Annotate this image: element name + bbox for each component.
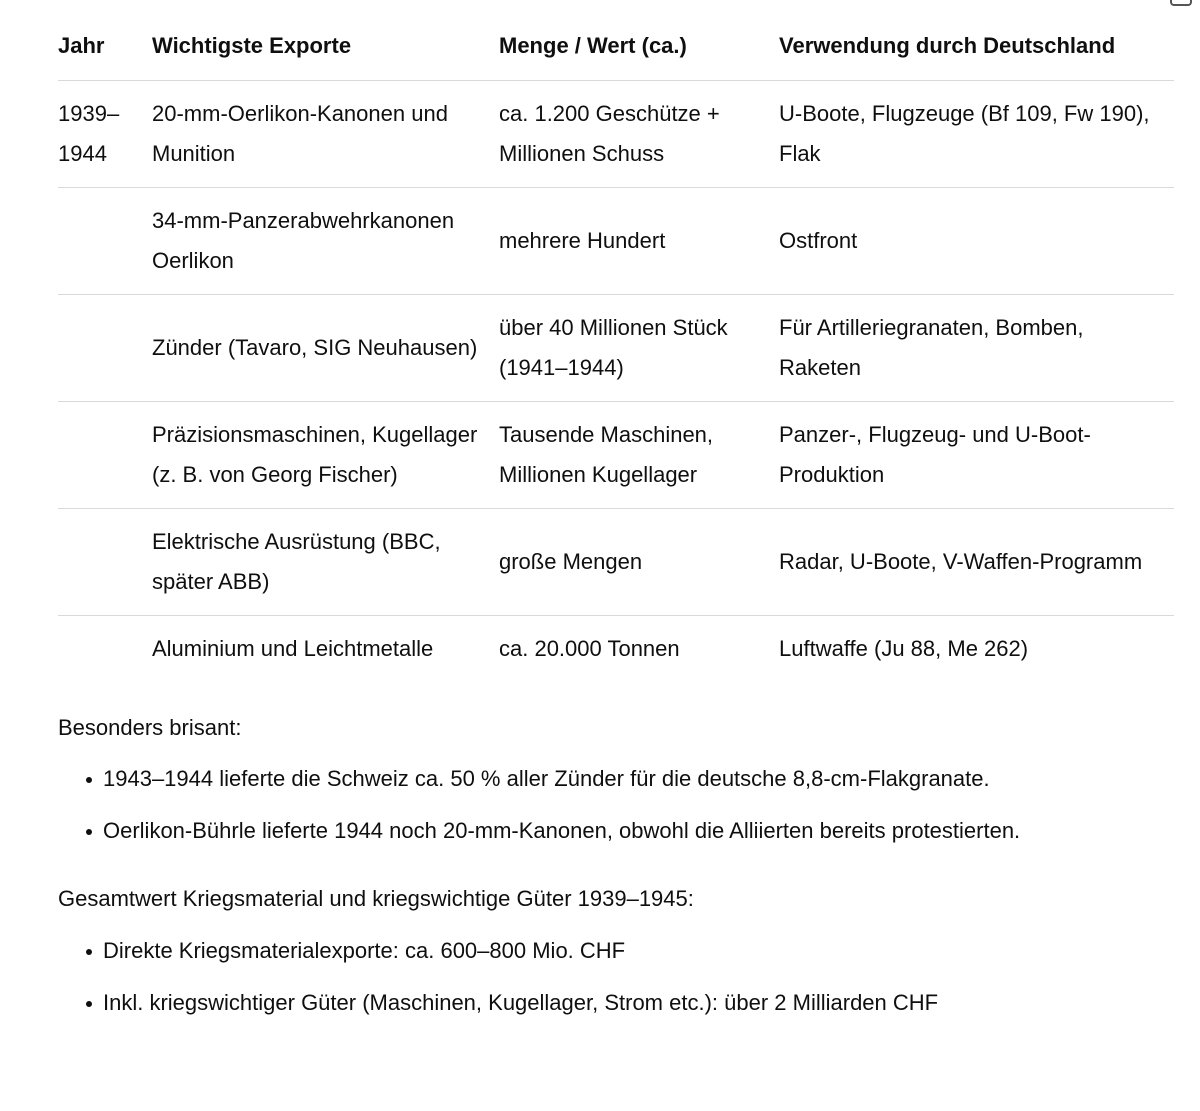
header-amount: Menge / Wert (ca.) <box>499 0 779 81</box>
cell-export: Elektrische Ausrüstung (BBC, später ABB) <box>152 509 499 616</box>
table-row <box>58 509 1174 616</box>
cell-year <box>58 402 152 509</box>
gesamtwert-list <box>58 935 1174 1019</box>
cell-usage: U-Boote, Flugzeuge (Bf 109, Fw 190), Flak <box>779 81 1174 188</box>
cell-amount: mehrere Hundert <box>499 188 779 295</box>
cell-amount: über 40 Millionen Stück (1941–1944) <box>499 295 779 402</box>
cell-amount: ca. 1.200 Geschütze + Millionen Schuss <box>499 81 779 188</box>
cell-year <box>58 616 152 683</box>
table-row <box>58 295 1174 402</box>
cell-export: 20-mm-Oerlikon-Kanonen und Munition <box>152 81 499 188</box>
cell-year <box>58 188 152 295</box>
table-row <box>58 81 1174 188</box>
table-row <box>58 188 1174 295</box>
cell-usage: Ostfront <box>779 188 1174 295</box>
cell-year: 1939–1944 <box>58 81 152 188</box>
header-year: Jahr <box>58 0 152 81</box>
cell-usage: Für Artilleriegranaten, Bomben, Raketen <box>779 295 1174 402</box>
cell-usage: Radar, U-Boote, V-Waffen-Programm <box>779 509 1174 616</box>
header-exports: Wichtigste Exporte <box>152 0 499 81</box>
cell-amount: große Mengen <box>499 509 779 616</box>
header-usage: Verwendung durch Deutschland <box>779 0 1174 81</box>
cell-export: Präzisionsmaschinen, Kugellager (z. B. von Georg Fischer) <box>152 402 499 509</box>
message-content <box>58 0 1174 1019</box>
exports-table <box>58 0 1174 682</box>
list-item: 1943–1944 lieferte die Schweiz ca. 50 % aller Zünder für die deutsche 8,8-cm-Flakgranate. <box>58 763 1174 795</box>
cell-usage: Panzer-, Flugzeug- und U-Boot-Produktion <box>779 402 1174 509</box>
list-item: Direkte Kriegsmaterialexporte: ca. 600–800 Mio. CHF <box>58 935 1174 967</box>
cell-year <box>58 295 152 402</box>
cell-export: 34-mm-Panzerabwehrkanonen Oerlikon <box>152 188 499 295</box>
list-item: Oerlikon-Bührle lieferte 1944 noch 20-mm-Kanonen, obwohl die Alliierten bereits protestierten. <box>58 815 1174 847</box>
table-header-row <box>58 0 1174 81</box>
cell-amount: Tausende Maschinen, Millionen Kugellager <box>499 402 779 509</box>
table-row <box>58 616 1174 683</box>
brisant-list <box>58 763 1174 847</box>
cell-usage: Luftwaffe (Ju 88, Me 262) <box>779 636 1029 661</box>
table-row <box>58 402 1174 509</box>
cell-amount: ca. 20.000 Tonnen <box>499 636 680 661</box>
gesamtwert-heading: Gesamtwert Kriegsmaterial und kriegswichtige Güter 1939–1945: <box>58 886 694 911</box>
cell-year <box>58 509 152 616</box>
cell-export: Aluminium und Leichtmetalle <box>152 636 434 661</box>
list-item: Inkl. kriegswichtiger Güter (Maschinen, Kugellager, Strom etc.): über 2 Milliarden CHF <box>58 987 1174 1019</box>
brisant-heading: Besonders brisant: <box>58 715 242 740</box>
cell-export: Zünder (Tavaro, SIG Neuhausen) <box>152 295 499 402</box>
